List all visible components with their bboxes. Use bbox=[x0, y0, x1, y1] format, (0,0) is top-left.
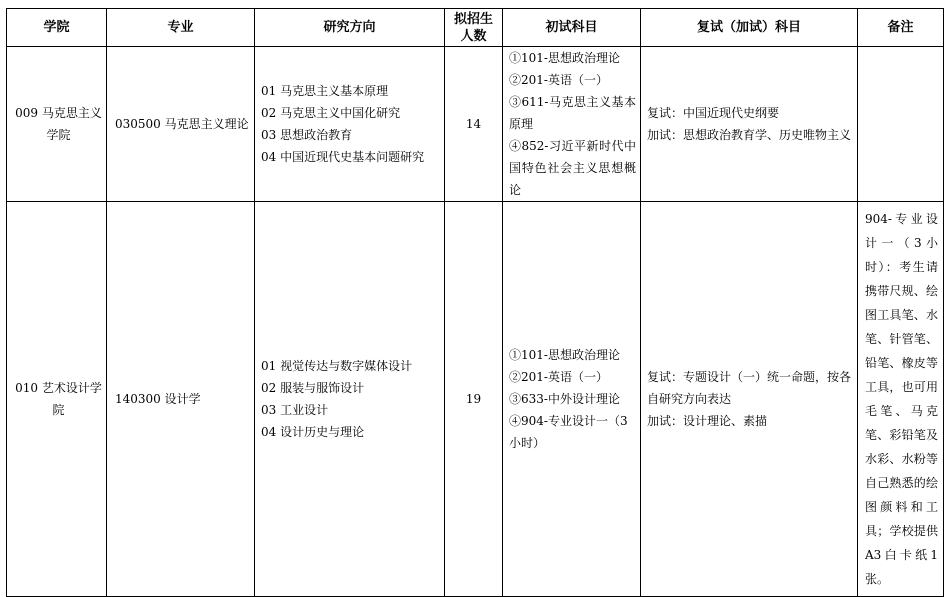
direction-item: 01 马克思主义基本原理 bbox=[261, 84, 389, 98]
retest-item: 加试：思想政治教育学、历史唯物主义 bbox=[647, 128, 852, 142]
prelim-item: ②201-英语（一） bbox=[509, 370, 608, 384]
prelim-item: ②201-英语（一） bbox=[509, 73, 608, 87]
direction-item: 04 设计历史与理论 bbox=[261, 425, 365, 439]
retest-cell bbox=[641, 47, 858, 202]
header-row bbox=[7, 9, 944, 47]
direction-item: 03 工业设计 bbox=[261, 403, 329, 417]
direction-item: 02 马克思主义中国化研究 bbox=[261, 106, 401, 120]
notes-cell bbox=[858, 202, 944, 597]
directions-cell bbox=[255, 47, 445, 202]
direction-item: 04 中国近现代史基本问题研究 bbox=[261, 150, 425, 164]
direction-item: 02 服装与服饰设计 bbox=[261, 381, 365, 395]
direction-item: 01 视觉传达与数字媒体设计 bbox=[261, 359, 413, 373]
header-quota: 拟招生人数 bbox=[445, 9, 503, 47]
prelim-cell bbox=[503, 202, 641, 597]
header-college: 学院 bbox=[7, 9, 107, 47]
retest-cell bbox=[641, 202, 858, 597]
prelim-item: ④904-专业设计一（3小时） bbox=[509, 414, 628, 450]
header-major: 专业 bbox=[107, 9, 255, 47]
prelim-cell bbox=[503, 47, 641, 202]
direction-item: 03 思想政治教育 bbox=[261, 128, 353, 142]
retest-item: 复试：中国近现代史纲要 bbox=[647, 106, 780, 120]
major-cell: 140300 设计学 bbox=[107, 202, 255, 597]
notes-text: 904-专业设计一（3小时）：考生请携带尺规、绘图工具笔、水笔、针管笔、铅笔、橡皮等工具，也可用毛笔、马克笔、彩铅笔及水彩、水粉等自己熟悉的绘图颜料和工具；学校提供A3白卡纸1张。 bbox=[865, 212, 938, 586]
prelim-item: ①101-思想政治理论 bbox=[509, 348, 620, 362]
prelim-item: ③611-马克思主义基本原理 bbox=[509, 95, 636, 131]
admissions-table bbox=[6, 8, 944, 597]
college-cell: 010 艺术设计学院 bbox=[7, 202, 107, 597]
table-row bbox=[7, 47, 944, 202]
quota-cell: 19 bbox=[445, 202, 503, 597]
header-direction: 研究方向 bbox=[255, 9, 445, 47]
prelim-item: ④852-习近平新时代中国特色社会主义思想概论 bbox=[509, 139, 636, 197]
notes-cell bbox=[858, 47, 944, 202]
retest-item: 复试：专题设计（一）统一命题，按各自研究方向表达 bbox=[647, 370, 852, 406]
retest-item: 加试：设计理论、素描 bbox=[647, 414, 768, 428]
quota-cell: 14 bbox=[445, 47, 503, 202]
header-notes: 备注 bbox=[858, 9, 944, 47]
prelim-item: ①101-思想政治理论 bbox=[509, 51, 620, 65]
directions-cell bbox=[255, 202, 445, 597]
prelim-item: ③633-中外设计理论 bbox=[509, 392, 620, 406]
table-row bbox=[7, 202, 944, 597]
header-prelim: 初试科目 bbox=[503, 9, 641, 47]
college-cell: 009 马克思主义学院 bbox=[7, 47, 107, 202]
major-cell: 030500 马克思主义理论 bbox=[107, 47, 255, 202]
header-retest: 复试（加试）科目 bbox=[641, 9, 858, 47]
